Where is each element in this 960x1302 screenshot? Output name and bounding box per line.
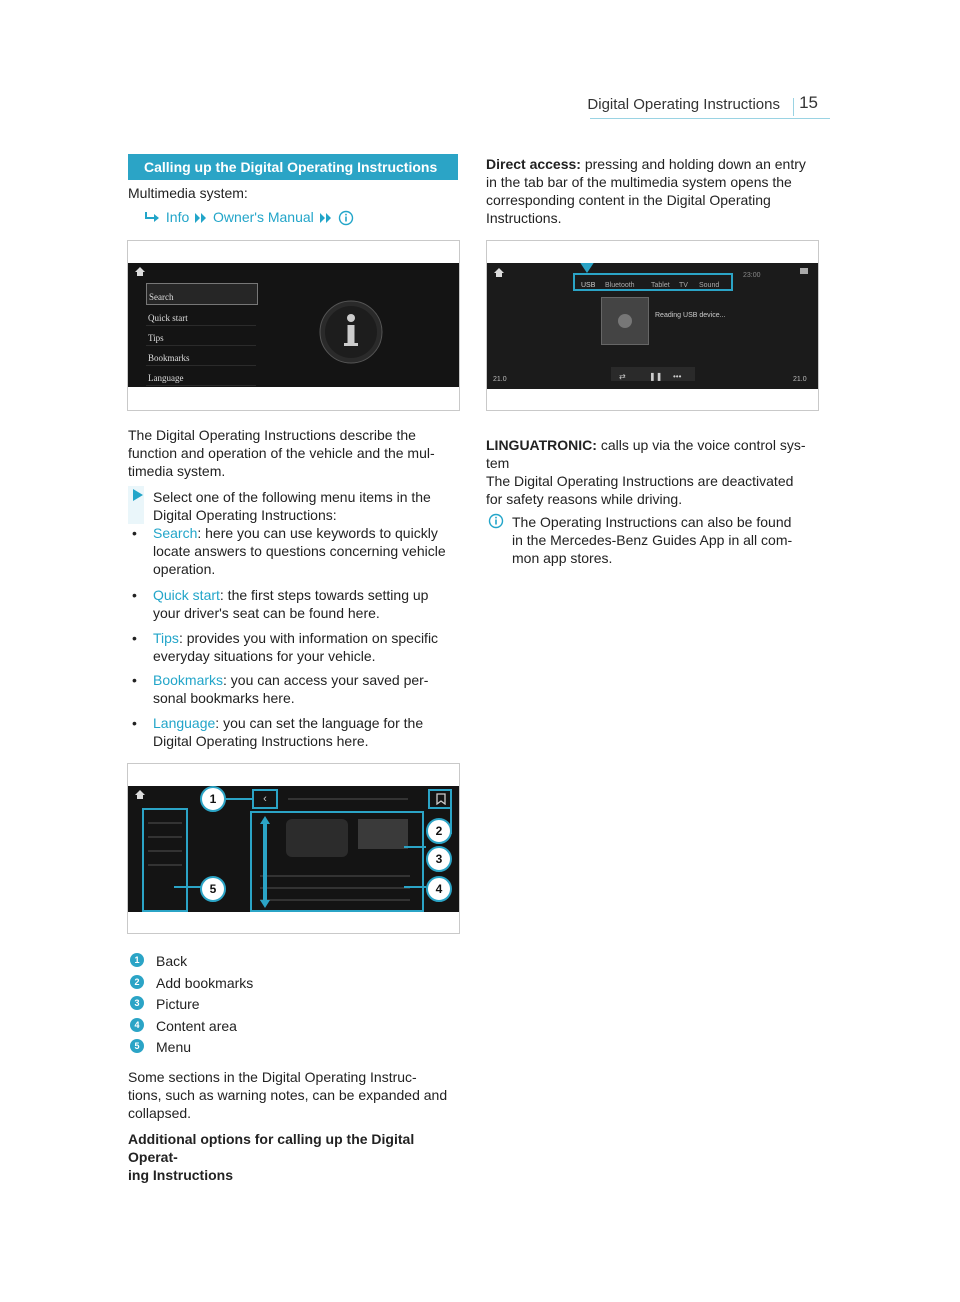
- home-icon: [493, 267, 505, 278]
- menu-item-quick-start[interactable]: Quick start: [146, 305, 256, 326]
- pause-icon[interactable]: ❚❚: [649, 372, 663, 381]
- playback-controls: [611, 367, 695, 381]
- menu-item-bookmarks[interactable]: Bookmarks: [146, 345, 256, 366]
- link-language[interactable]: Language: [153, 715, 216, 731]
- temp-left[interactable]: 21.0: [493, 376, 507, 383]
- legend-item: 3 Picture: [130, 995, 430, 1017]
- info-logo-icon: [318, 299, 384, 365]
- nav-owners-manual[interactable]: Owner's Manual: [213, 209, 314, 225]
- note-text: The Operating Instructions can also be found in the Mercedes-Benz Guides App in all com- mon app stores.: [512, 514, 793, 566]
- more-icon[interactable]: •••: [673, 372, 682, 381]
- bookmark-icon: [436, 793, 446, 805]
- sections-text: Some sections in the Digital Operating Instruc- tions, such as warning notes, can be expanded and collapsed.: [128, 1069, 448, 1121]
- bookmark-button[interactable]: [428, 789, 452, 809]
- list-bullet: •: [132, 630, 137, 646]
- section-title: Calling up the Digital Operating Instructions: [144, 159, 438, 175]
- back-button[interactable]: ‹: [252, 789, 278, 809]
- step-marker: [128, 486, 144, 524]
- multimedia-label: Multimedia system:: [128, 185, 248, 201]
- direct-access-text: Direct access: pressing and holding down an entry in the tab bar of the multimedia system opens the corresponding content in the Digital Operating Instructions.: [486, 156, 806, 226]
- return-arrow-icon: [144, 211, 162, 225]
- picture-thumb: [286, 819, 348, 857]
- note-info-icon: [488, 513, 504, 529]
- screen-media: [487, 263, 818, 389]
- tab-tablet[interactable]: Tablet: [651, 282, 670, 289]
- double-chevron-icon: [318, 212, 334, 224]
- header-title: Digital Operating Instructions: [587, 96, 780, 113]
- link-search[interactable]: Search: [153, 525, 198, 541]
- header-rule: [590, 118, 830, 119]
- linguatronic-text: LINGUATRONIC: calls up via the voice control sys- tem: [486, 437, 806, 471]
- legend-item: 2 Add bookmarks: [130, 974, 430, 995]
- additional-options-heading: Additional options for calling up the Digital Operat- ing Instructions: [128, 1131, 415, 1183]
- page-header: [587, 93, 830, 120]
- nav-info[interactable]: Info: [165, 209, 190, 225]
- shuffle-icon[interactable]: ⇄: [619, 372, 626, 381]
- list-bullet: •: [132, 587, 137, 603]
- list-item-bookmarks: Bookmarks: you can access your saved per- sonal bookmarks here.: [153, 672, 429, 706]
- deactivated-text: The Digital Operating Instructions are deactivated for safety reasons while driving.: [486, 473, 794, 507]
- step-text: Select one of the following menu items in the Digital Operating Instructions:: [153, 489, 431, 523]
- figure-main-menu: [127, 240, 460, 411]
- nav-path: [144, 208, 354, 226]
- title-bar-line: [288, 798, 408, 800]
- figure-media: [486, 240, 819, 411]
- list-bullet: •: [132, 672, 137, 688]
- callout-4: 4: [426, 876, 452, 902]
- page-number: 15: [799, 93, 818, 112]
- menu-item-tips[interactable]: Tips: [146, 325, 256, 346]
- figure-annotated: [127, 763, 460, 934]
- picture-panel: [358, 819, 408, 849]
- tab-tv[interactable]: TV: [679, 282, 688, 289]
- callout-2: 2: [426, 818, 452, 844]
- play-step-icon: [131, 488, 145, 502]
- tab-bar: [573, 273, 733, 291]
- double-chevron-icon: [193, 212, 209, 224]
- callout-5: 5: [200, 876, 226, 902]
- menu-item-search[interactable]: Search: [146, 283, 258, 305]
- list-item-search: Search: here you can use keywords to quickly locate answers to questions concerning vehicle operation.: [153, 525, 446, 577]
- tab-sound[interactable]: Sound: [699, 282, 720, 289]
- header-divider: [793, 98, 794, 116]
- content-area: [250, 811, 424, 912]
- callout-3: 3: [426, 846, 452, 872]
- legend-item: 4 Content area: [130, 1017, 430, 1038]
- legend: [130, 952, 430, 1059]
- list-item-tips: Tips: provides you with information on specific everyday situations for your vehicle.: [153, 630, 439, 664]
- list-bullet: •: [132, 525, 137, 541]
- tab-bluetooth[interactable]: Bluetooth: [605, 282, 635, 289]
- callout-1: 1: [200, 786, 226, 812]
- scroll-arrow-icon: [258, 814, 272, 910]
- tab-usb[interactable]: USB: [581, 282, 596, 289]
- music-note-icon: [615, 311, 635, 331]
- legend-item: 1 Back: [130, 952, 430, 974]
- link-quick-start[interactable]: Quick start: [153, 587, 220, 603]
- temp-right[interactable]: 21.0: [793, 376, 807, 383]
- pointer-arrow-icon: [579, 263, 595, 275]
- link-bookmarks[interactable]: Bookmarks: [153, 672, 224, 688]
- home-icon: [134, 266, 146, 277]
- message-icon: [799, 267, 809, 276]
- list-bullet: •: [132, 715, 137, 731]
- info-icon[interactable]: [338, 210, 354, 226]
- list-item-quick-start: Quick start: the first steps towards setting up your driver's seat can be found here.: [153, 587, 429, 621]
- menu-item-language[interactable]: Language: [146, 365, 256, 386]
- status-clock: 23:00: [743, 272, 761, 279]
- home-icon: [134, 789, 146, 800]
- menu-area: [142, 808, 188, 912]
- legend-item: 5 Menu: [130, 1038, 430, 1059]
- section-banner: [128, 154, 458, 180]
- list-item-language: Language: you can set the language for the Digital Operating Instructions here.: [153, 715, 424, 749]
- screen-main-menu: [128, 263, 459, 387]
- album-art: [601, 297, 649, 345]
- screen-annotated: [128, 786, 459, 912]
- link-tips[interactable]: Tips: [153, 630, 179, 646]
- status-reading: Reading USB device...: [655, 312, 726, 319]
- intro-text: The Digital Operating Instructions describe the function and operation of the vehicle and the mul- timedia system.: [128, 427, 435, 479]
